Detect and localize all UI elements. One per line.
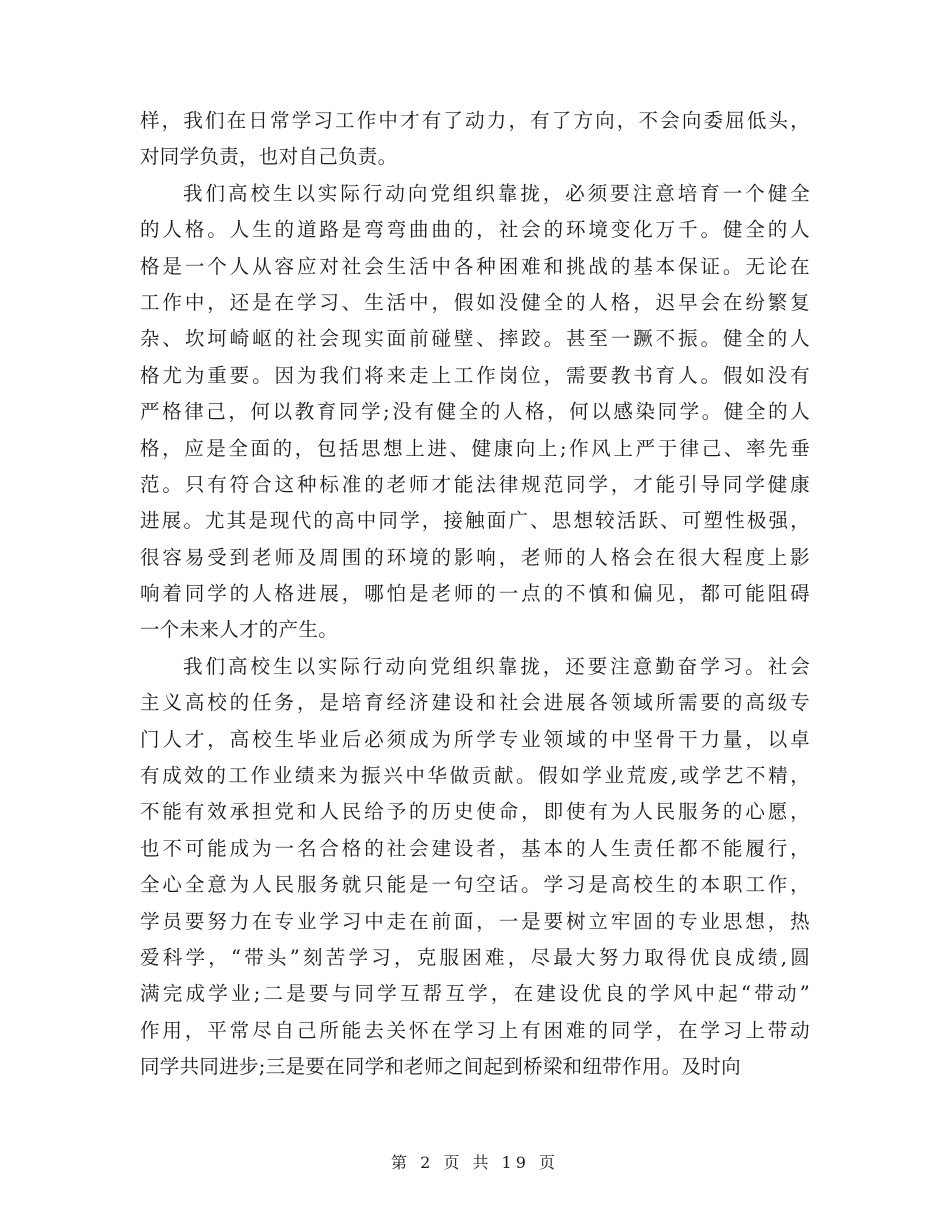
page-footer-middle: 页 共: [443, 1153, 493, 1172]
text-line: 爱科学，“带头”刻苦学习，克服困难，尽最大努力取得优良成绩,圆: [140, 945, 810, 969]
paragraph: [140, 176, 810, 649]
text-line: 门人才，高校生毕业后必须成为所学专业领域的中坚骨干力量，以卓: [140, 727, 810, 751]
text-line: 主义高校的任务，是培育经济建设和社会进展各领域所需要的高级专: [140, 691, 810, 715]
text-line: 我们高校生以实际行动向党组织靠拢，必须要注意培育一个健全: [183, 181, 810, 205]
paragraph: [140, 103, 810, 176]
text-line: 范。只有符合这种标准的老师才能法律规范同学，才能引导同学健康: [140, 472, 810, 496]
page-footer: [0, 1150, 950, 1173]
text-line: 作用，平常尽自己所能去关怀在学习上有困难的同学，在学习上带动: [140, 1018, 810, 1042]
text-line: 我们高校生以实际行动向党组织靠拢，还要注意勤奋学习。社会: [183, 654, 810, 678]
text-line: 杂、坎坷崎岖的社会现实面前碰壁、摔跤。甚至一蹶不振。健全的人: [140, 327, 810, 351]
text-line: 很容易受到老师及周围的环境的影响，老师的人格会在很大程度上影: [140, 545, 810, 569]
text-line: 全心全意为人民服务就只能是一句空话。学习是高校生的本职工作，: [140, 873, 810, 897]
page-number-total: 19: [501, 1153, 530, 1172]
text-line: 样，我们在日常学习工作中才有了动力，有了方向，不会向委屈低头，: [140, 109, 810, 132]
text-line: 也不可能成为一名合格的社会建设者，基本的人生责任都不能履行，: [140, 836, 810, 860]
text-line: 进展。尤其是现代的高中同学，接触面广、思想较活跃、可塑性极强，: [140, 509, 810, 533]
page-number-current: 2: [420, 1153, 435, 1172]
page-footer-prefix: 第: [390, 1153, 411, 1172]
text-line: 不能有效承担党和人民给予的历史使命，即使有为人民服务的心愿，: [140, 800, 810, 824]
body-text: [140, 103, 810, 1086]
text-line: 格是一个人从容应对社会生活中各种困难和挑战的基本保证。无论在: [140, 254, 810, 278]
text-line: 格尤为重要。因为我们将来走上工作岗位，需要教书育人。假如没有: [140, 363, 810, 387]
text-line: 对同学负责，也对自己负责。: [140, 145, 398, 169]
text-line: 一个未来人才的产生。: [140, 618, 339, 642]
text-line: 的人格。人生的道路是弯弯曲曲的，社会的环境变化万千。健全的人: [140, 218, 810, 242]
paragraph: [140, 649, 810, 1086]
text-line: 有成效的工作业绩来为振兴中华做贡献。假如学业荒废,或学艺不精，: [140, 764, 810, 788]
text-line: 响着同学的人格进展，哪怕是老师的一点的不慎和偏见，都可能阻碍: [140, 582, 810, 606]
text-line: 格，应是全面的，包括思想上进、健康向上;作风上严于律己、率先垂: [140, 436, 810, 460]
text-line: 满完成学业;二是要与同学互帮互学，在建设优良的学风中起“带动”: [140, 982, 810, 1006]
text-line: 同学共同进步;三是要在同学和老师之间起到桥梁和纽带作用。及时向: [140, 1055, 741, 1079]
text-line: 学员要努力在专业学习中走在前面，一是要树立牢固的专业思想，热: [140, 909, 810, 933]
page-footer-suffix: 页: [539, 1153, 560, 1172]
text-line: 工作中，还是在学习、生活中，假如没健全的人格，迟早会在纷繁复: [140, 290, 810, 314]
text-line: 严格律己，何以教育同学;没有健全的人格，何以感染同学。健全的人: [140, 400, 810, 424]
